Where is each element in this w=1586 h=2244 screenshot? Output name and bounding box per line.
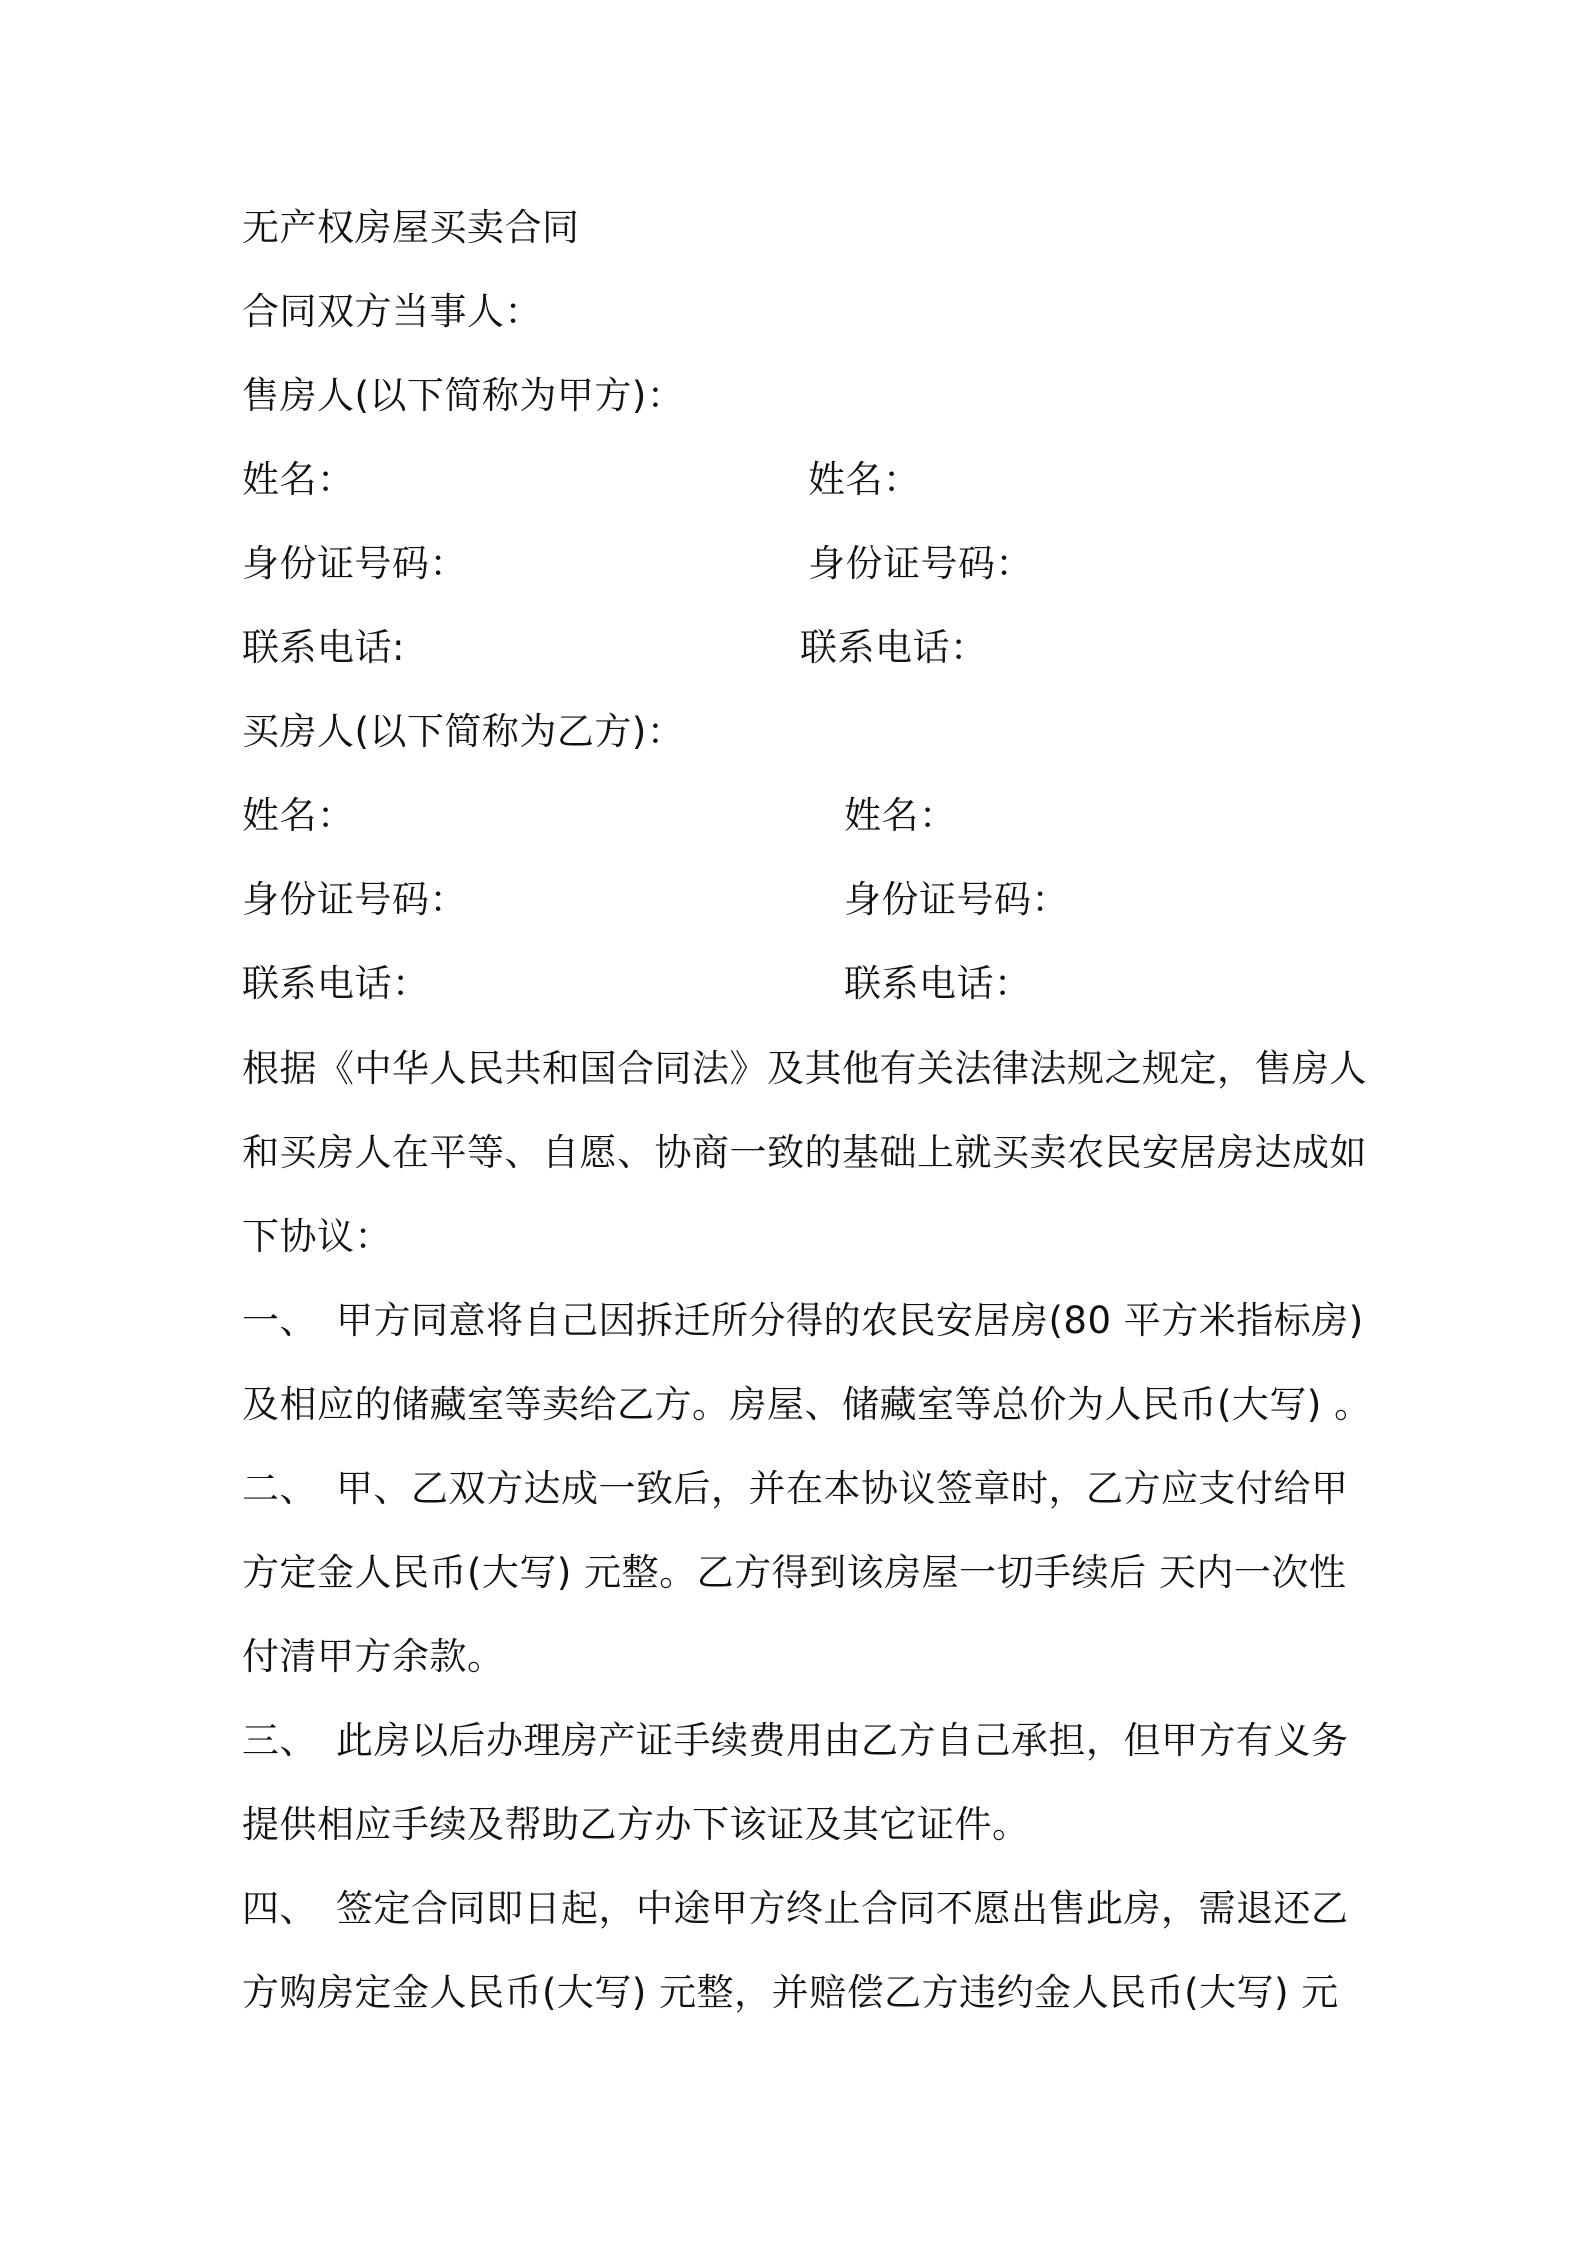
clause-number: 二、 (242, 1467, 317, 1510)
clause-4 (242, 1867, 1362, 2035)
parties-heading: 合同双方当事人： (242, 290, 542, 333)
clause-line (242, 1699, 1362, 1783)
buyer-name-label-left: 姓名： (242, 794, 355, 837)
buyer-id-label-left: 身份证号码： (242, 878, 467, 921)
seller-phone-label-left: 联系电话: (242, 626, 405, 669)
clause-text: 甲、乙双方达成一致后，并在本协议签章时，乙方应支付给甲 (336, 1467, 1349, 1510)
clause-3 (242, 1699, 1362, 1867)
clause-line (242, 1867, 1362, 1951)
clause-2 (242, 1447, 1362, 1699)
clause-text: 此房以后办理房产证手续费用由乙方自己承担，但甲方有义务 (336, 1719, 1349, 1762)
seller-phone-row (242, 616, 1362, 680)
buyer-name-row (242, 784, 1362, 848)
document-title: 无产权房屋买卖合同 (242, 206, 580, 249)
seller-name-label-right: 姓名： (808, 458, 921, 501)
clause-1 (242, 1279, 1372, 1447)
clause-number: 四、 (242, 1887, 317, 1930)
buyer-heading: 买房人(以下简称为乙方)： (242, 710, 685, 753)
seller-id-label-right: 身份证号码： (808, 542, 1033, 585)
intro-line: 根据《中华人民共和国合同法》及其他有关法律法规之规定，售房人 (242, 1047, 1367, 1090)
intro-line: 和买房人在平等、自愿、协商一致的基础上就买卖农民安居房达成如 (242, 1131, 1367, 1174)
clause-text: 甲方同意将自己因拆迁所分得的农民安居房(80 平方米指标房) (336, 1299, 1364, 1342)
buyer-phone-label-left: 联系电话： (242, 962, 430, 1005)
clause-line: 方购房定金人民币(大写) 元整，并赔偿乙方违约金人民币(大写) 元 (242, 1971, 1339, 2014)
seller-name-row (242, 448, 1362, 512)
clause-line: 方定金人民币(大写) 元整。乙方得到该房屋一切手续后 天内一次性 (242, 1551, 1347, 1594)
buyer-name-label-right: 姓名： (844, 794, 957, 837)
seller-phone-label-right: 联系电话： (800, 626, 988, 669)
buyer-id-row (242, 868, 1362, 932)
seller-heading: 售房人(以下简称为甲方)： (242, 374, 685, 417)
intro-paragraph (242, 1027, 1367, 1279)
clause-line: 提供相应手续及帮助乙方办下该证及其它证件。 (242, 1803, 1030, 1846)
clause-number: 三、 (242, 1719, 317, 1762)
clause-line (242, 1447, 1362, 1531)
seller-name-label-left: 姓名： (242, 458, 355, 501)
clause-text: 签定合同即日起，中途甲方终止合同不愿出售此房，需退还乙 (336, 1887, 1349, 1930)
clause-number: 一、 (242, 1299, 317, 1342)
clause-line (242, 1279, 1362, 1363)
clause-line: 付清甲方余款。 (242, 1635, 505, 1678)
seller-id-row (242, 532, 1362, 596)
clause-line: 及相应的储藏室等卖给乙方。房屋、储藏室等总价为人民币(大写) 。 (242, 1383, 1372, 1426)
buyer-id-label-right: 身份证号码： (844, 878, 1069, 921)
buyer-phone-label-right: 联系电话： (844, 962, 1032, 1005)
seller-id-label-left: 身份证号码： (242, 542, 467, 585)
intro-line: 下协议： (242, 1215, 392, 1258)
buyer-phone-row (242, 952, 1362, 1016)
